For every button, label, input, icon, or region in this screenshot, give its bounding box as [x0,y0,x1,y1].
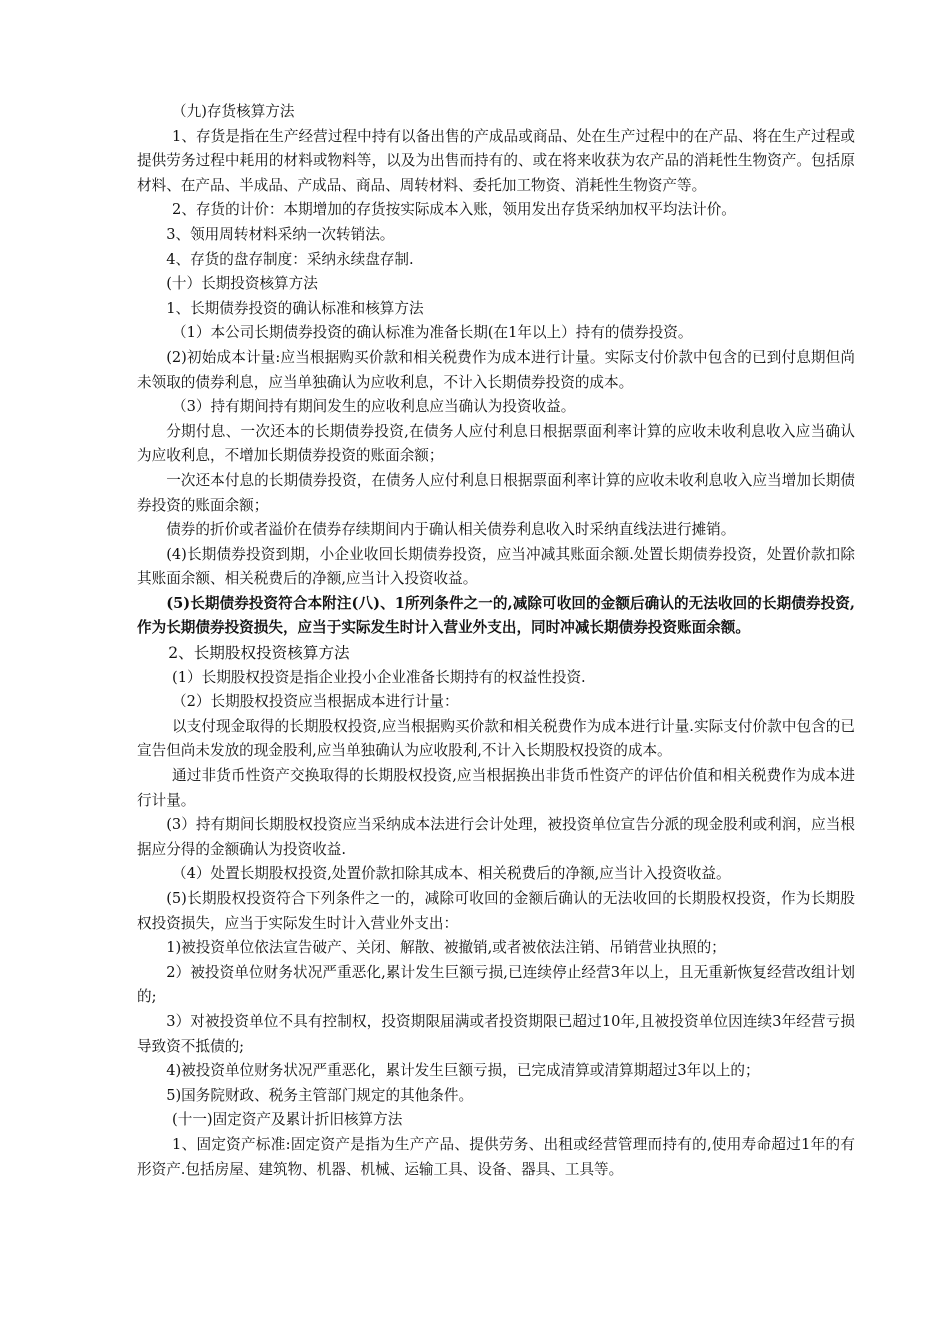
paragraph: （2）长期股权投资应当根据成本进行计量： [172,693,459,711]
list-item: 3）对被投资单位不具有控制权，投资期限届满或者投资期限已超过10年,且被投资单位因连续3年经营亏损导致资不抵债的; [137,1012,855,1055]
list-item: 2）被投资单位财务状况严重恶化,累计发生巨额亏损,已连续停止经营3年以上，且无重新恢复经营改组计划的; [137,963,855,1006]
paragraph: 2、存货的计价：本期增加的存货按实际成本入账，领用发出存货采纳加权平均法计价。 [172,201,736,219]
list-item: 4)被投资单位财务状况严重恶化，累计发生巨额亏损，已完成清算或清算期超过3年以上的； [166,1062,760,1080]
paragraph: (3）持有期间长期股权投资应当采纳成本法进行会计处理，被投资单位宣告分派的现金股利或利润，应当根据应分得的金额确认为投资收益. [137,816,855,858]
paragraph: (5)长期股权投资符合下列条件之一的，减除可收回的金额后确认的无法收回的长期股权投资，作为长期股权投资损失，应当于实际发生时计入营业外支出： [137,890,855,932]
paragraph: (4)长期债券投资到期，小企业收回长期债券投资，应当冲减其账面余额.处置长期债券投资，处置价款扣除其账面余额、相关税费后的净额,应当计入投资收益。 [137,545,855,588]
paragraph: 1、固定资产标准:固定资产是指为生产产品、提供劳务、出租或经营管理而持有的,使用寿命超过1年的有形资产.包括房屋、建筑物、机器、机械、运输工具、设备、器具、工具等。 [137,1135,855,1178]
document-body [137,100,855,1182]
paragraph: （3）持有期间持有期间发生的应收利息应当确认为投资收益。 [172,398,576,416]
paragraph: （4）处置长期股权投资,处置价款扣除其成本、相关税费后的净额,应当计入投资收益。 [172,865,731,883]
paragraph: 一次还本付息的长期债券投资，在债务人应付利息日根据票面利率计算的应收未收利息收入应当增加长期债券投资的账面余额； [137,471,855,514]
section-heading: (十）长期投资核算方法 [166,275,318,293]
subsection-heading: 2、长期股权投资核算方法 [168,644,350,663]
paragraph: 1、存货是指在生产经营过程中持有以备出售的产成品或商品、处在生产过程中的在产品、将在生产过程或提供劳务过程中耗用的材料或物料等，以及为出售而持有的、或在将来收获为农产品的消耗性生物资产。包括原材料、在产品、半成品、产成品、商品、周转材料、委托加工物资、消耗性生物资产等。 [137,127,855,194]
paragraph: 债券的折价或者溢价在债券存续期间内于确认相关债券利息收入时采纳直线法进行摊销。 [166,521,736,539]
bold-paragraph: (5)长期债券投资符合本附注(八)、1所列条件之一的,减除可收回的金额后确认的无法收回的长期债券投资,作为长期债券投资损失，应当于实际发生时计入营业外支出，同时冲减长期债券投资账面余额。 [137,594,855,637]
paragraph: 3、领用周转材料采纳一次转销法。 [166,225,395,243]
paragraph: 以支付现金取得的长期股权投资,应当根据购买价款和相关税费作为成本进行计量.实际支付价款中包含的已宣告但尚未发放的现金股利,应当单独确认为应收股利,不计入长期股权投资的成本。 [137,717,855,760]
subsection-heading: 1、长期债券投资的确认标准和核算方法 [166,299,424,317]
paragraph: 通过非货币性资产交换取得的长期股权投资,应当根据换出非货币性资产的评估价值和相关税费作为成本进行计量。 [137,767,855,809]
list-item: 1)被投资单位依法宣告破产、关闭、解散、被撤销,或者被依法注销、吊销营业执照的； [166,939,726,957]
paragraph: （九)存货核算方法 [172,103,295,120]
section-heading: (十一)固定资产及累计折旧核算方法 [172,1111,403,1129]
paragraph: （1）本公司长期债券投资的确认标准为准备长期(在1年以上）持有的债券投资。 [172,324,693,342]
paragraph: 分期付息、一次还本的长期债券投资,在债务人应付利息日根据票面利率计算的应收未收利息收入应当确认为应收利息，不增加长期债券投资的账面余额； [137,422,855,465]
paragraph: (1）长期股权投资是指企业投小企业准备长期持有的权益性投资. [172,668,586,686]
paragraph: (2)初始成本计量:应当根据购买价款和相关税费作为成本进行计量。实际支付价款中包含的已到付息期但尚未领取的债券利息，应当单独确认为应收利息，不计入长期债券投资的成本。 [137,348,855,391]
paragraph: 4、存货的盘存制度：采纳永续盘存制. [166,250,414,268]
list-item: 5)国务院财政、税务主管部门规定的其他条件。 [166,1086,474,1104]
